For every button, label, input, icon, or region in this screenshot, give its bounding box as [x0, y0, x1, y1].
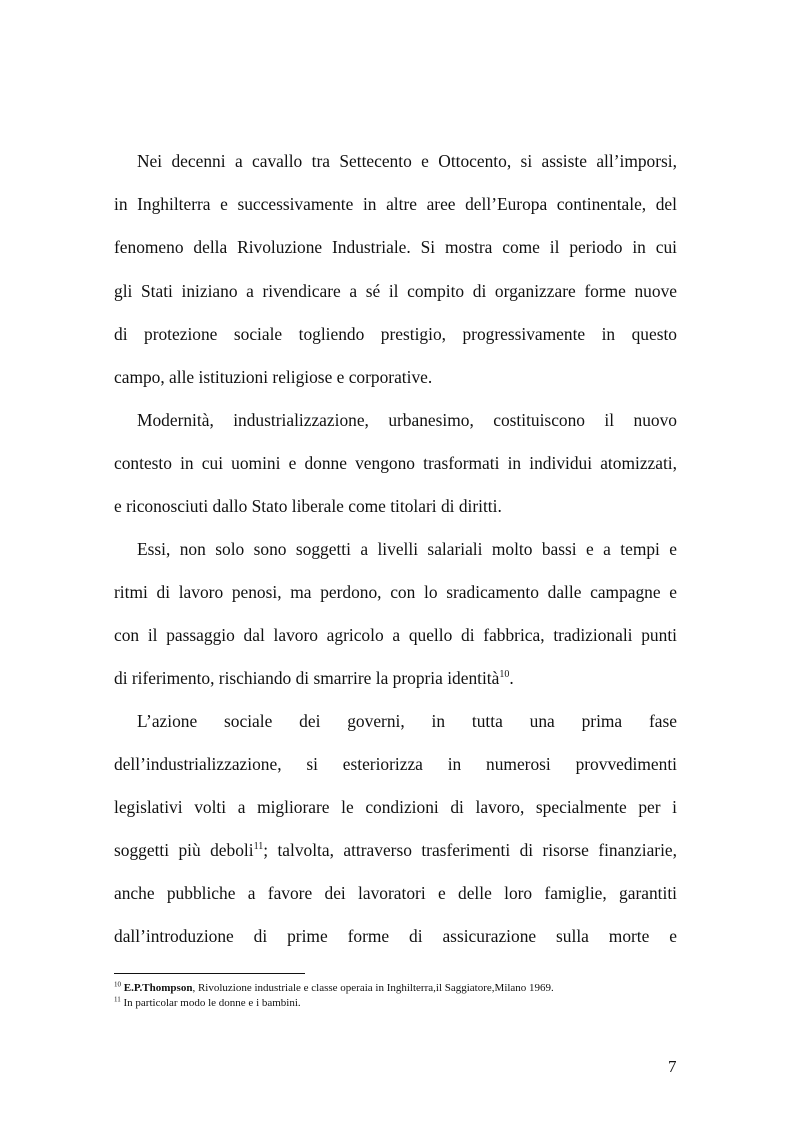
page-number: 7 — [668, 1057, 677, 1076]
text-line: e riconosciuti dallo Stato liberale come titolari di diritti. — [114, 496, 502, 516]
footnote-number: 10 — [114, 980, 121, 989]
footnote-number: 11 — [114, 995, 121, 1004]
footnote-text: In particolar modo le donne e i bambini. — [123, 997, 301, 1009]
text-line: anche pubbliche a favore dei lavoratori e delle loro famiglie, garantiti — [114, 883, 677, 903]
text-line: Modernità, industrializzazione, urbanesimo, costituiscono il nuovo — [137, 410, 677, 430]
text-line: in Inghilterra e successivamente in altre aree dell’Europa continentale, del — [114, 194, 677, 214]
text-run: ; talvolta, attraverso trasferimenti di risorse finanziarie, — [263, 840, 677, 860]
footnote-ref[interactable]: 11 — [253, 841, 264, 853]
text-line: di protezione sociale togliendo prestigio, progressivamente in questo — [114, 324, 677, 344]
footnote — [114, 982, 554, 995]
text-line: gli Stati iniziano a rivendicare a sé il compito di organizzare forme nuove — [114, 281, 677, 301]
footnote-text: , Rivoluzione industriale e classe operaia in Inghilterra,il Saggiatore,Milano 1969. — [192, 982, 554, 994]
footnote-divider — [114, 973, 305, 974]
text-run: soggetti più deboli — [114, 840, 254, 860]
footnote-author: E.P.Thompson — [123, 982, 193, 994]
text-line — [114, 667, 677, 689]
text-line: Nei decenni a cavallo tra Settecento e Ottocento, si assiste all’imporsi, — [137, 151, 677, 171]
text-line: contesto in cui uomini e donne vengono trasformati in individui atomizzati, — [114, 453, 677, 473]
text-line: fenomeno della Rivoluzione Industriale. Si mostra come il periodo in cui — [114, 237, 677, 257]
footnote — [114, 997, 301, 1010]
text-run: di riferimento, rischiando di smarrire la propria identità — [114, 668, 500, 688]
text-line: L’azione sociale dei governi, in tutta una prima fase — [137, 711, 677, 731]
text-line: campo, alle istituzioni religiose e corporative. — [114, 367, 433, 387]
text-run: . — [509, 668, 514, 688]
text-line: Essi, non solo sono soggetti a livelli salariali molto bassi e a tempi e — [137, 539, 677, 559]
text-line: con il passaggio dal lavoro agricolo a quello di fabbrica, tradizionali punti — [114, 625, 677, 645]
footnote-ref[interactable]: 10 — [499, 669, 510, 681]
text-line — [114, 839, 677, 861]
text-line: ritmi di lavoro penosi, ma perdono, con lo sradicamento dalle campagne e — [114, 582, 677, 602]
text-line: dell’industrializzazione, si esteriorizza in numerosi provvedimenti — [114, 754, 677, 774]
text-line: dall’introduzione di prime forme di assicurazione sulla morte e — [114, 926, 677, 946]
text-line: legislativi volti a migliorare le condizioni di lavoro, specialmente per i — [114, 797, 677, 817]
